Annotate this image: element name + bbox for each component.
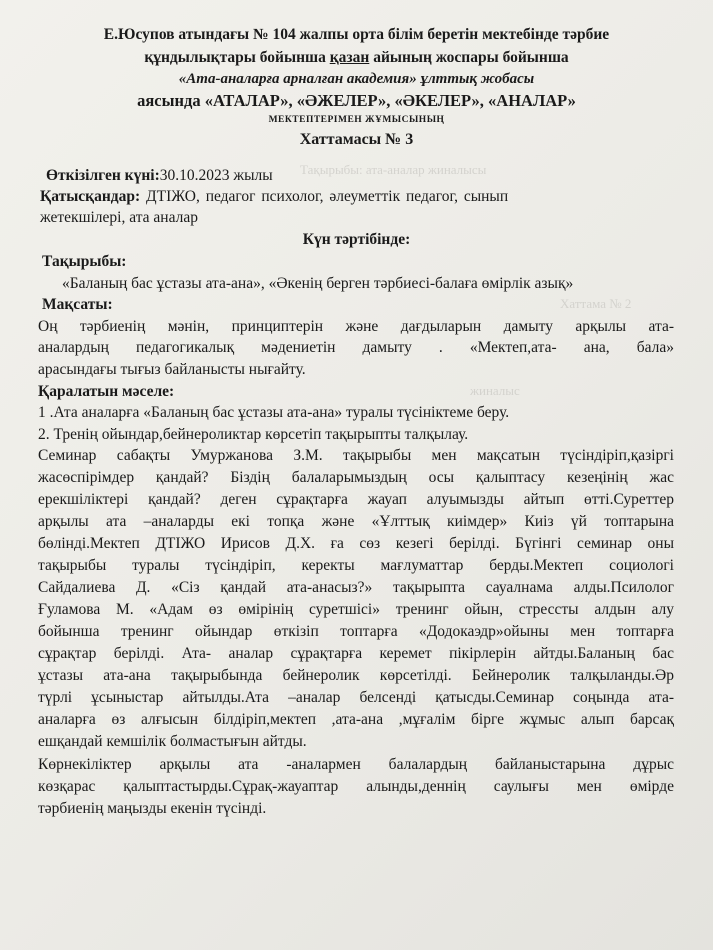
- bleed-through-text: Тақырыбы: ата-аналар жиналысы: [300, 162, 487, 177]
- body-line: бөлінді.Мектеп ДТІЖО Ирисов Д.Х. ға сөз кезегі берілді. Бүгінгі семинар оны: [38, 535, 674, 552]
- header-line-5: МЕКТЕПТЕРІМЕН ЖҰМЫСЫНЫҢ: [268, 115, 445, 125]
- participants-row: [40, 188, 508, 206]
- document-title: Хаттамасы № 3: [299, 131, 414, 148]
- body-line: ұстазы ата-ана тақырыбында бейнеролик көрсетілді. Бейнеролик талқыланды.Әр: [38, 667, 674, 684]
- conclusion-line: тәрбиенің маңызды екенін түсінді.: [38, 800, 267, 817]
- goal-line: аналардың педагогикалық мәдениетін дамыту . «Мектеп,ата- ана, бала»: [38, 339, 674, 356]
- participants-line-2: жетекшілері, ата аналар: [40, 209, 198, 226]
- header-line-4: аясында «АТАЛАР», «ӘЖЕЛЕР», «ӘКЕЛЕР», «АНАЛАР»: [137, 91, 576, 110]
- date-value: 30.10.2023 жылы: [159, 167, 273, 184]
- body-line: Ғуламова М. «Адам өз өмірінің суретшісі» тренинг ойын, стрессты алдын алу: [38, 601, 674, 618]
- issue-item: 1 .Ата аналарға «Баланың бас ұстазы ата-ана» туралы түсініктеме беру.: [38, 404, 510, 421]
- topic-label: Тақырыбы:: [42, 253, 127, 270]
- bleed-through-text: Хаттама № 2: [560, 296, 632, 311]
- body-line: түрлі ұсыныстар айтылды.Ата –аналар белсенді қатысды.Семинар соңында ата-: [38, 689, 674, 706]
- goal-line: арасындағы тығыз байланысты нығайту.: [38, 361, 306, 378]
- body-line: сұрақтар берілді. Ата- аналар сұрақтарға керемет пікірлерін айтды.Баланың бас: [38, 645, 674, 662]
- issues-label: Қаралатын мәселе:: [38, 383, 175, 400]
- participants-line-1: ДТІЖО, педагог психолог, әлеуметтік педагог, сынып: [146, 188, 509, 205]
- header-project-name: «Ата-аналарға арналған академия» ұлттық жобасы: [178, 71, 535, 87]
- goal-label: Мақсаты:: [42, 296, 113, 313]
- conclusion-line: көзқарас қалыптастырды.Сұрақ-жауаптар алынды,деннің саулығы мен өмірде: [38, 778, 674, 795]
- body-line: ешқандай кемшілік болмастығын айтды.: [38, 733, 307, 750]
- agenda-heading: Күн тәртібінде:: [302, 231, 411, 248]
- body-line: аналарға өз алғысын білдіріп,мектеп ,ата-ана ,мұғалім бірге жұмыс алып барсақ: [38, 711, 674, 728]
- header-line-1: Е.Юсупов атындағы № 104 жалпы орта білім беретін мектебінде тәрбие: [103, 26, 610, 43]
- goal-line: Оң тәрбиенің мәнін, принциптерін және дағдыларын дамыту арқылы ата-: [38, 318, 674, 335]
- body-line: бойынша тренинг ойындар өткізіп топтарға «Додокаэдр»ойыны мен топтарға: [38, 623, 674, 640]
- participants-label: Қатысқандар:: [40, 188, 141, 205]
- date-label: Өткізілген күні:: [46, 167, 160, 184]
- body-line: ерекшіліктері қандай? деген сұрақтарға жауап алуымызды айтып өтті.Суреттер: [38, 491, 674, 508]
- body-line: тақырыбы туралы түсіндіріп, керекты мағлуматтар берды.Мектеп социологі: [38, 557, 674, 574]
- header-line-2: құндылықтары бойынша қазан айының жоспары бойынша: [144, 49, 569, 66]
- month-underlined: қазан: [329, 49, 370, 66]
- body-line: жасөспірімдер қандай? Біздің балаларымыздың осы қалыптасу кезеңінің жас: [38, 469, 674, 486]
- conclusion-line: Көрнекіліктер арқылы ата -аналармен балалардың байланыстарына дұрыс: [38, 756, 674, 773]
- date-row: [46, 167, 273, 185]
- body-line: Сайдалиева Д. «Сіз қандай ата-анасыз?» тақырыпта сауалнама алды.Псилолог: [38, 579, 674, 596]
- bleed-through-text: жиналыс: [470, 383, 520, 398]
- topic-text: «Баланың бас ұстазы ата-ана», «Әкенің берген тәрбиесі-балаға өмірлік азық»: [62, 275, 574, 292]
- body-line: арқылы ата –аналарды екі топқа және «Ұлттық киімдер» Киіз үй топтарына: [38, 513, 674, 530]
- issue-item: 2. Тренің ойындар,бейнероликтар көрсетіп тақырыпты талқылау.: [38, 426, 469, 443]
- body-line: Семинар сабақты Умуржанова З.М. тақырыбы мен мақсатын түсіндіріп,қазіргі: [38, 447, 674, 464]
